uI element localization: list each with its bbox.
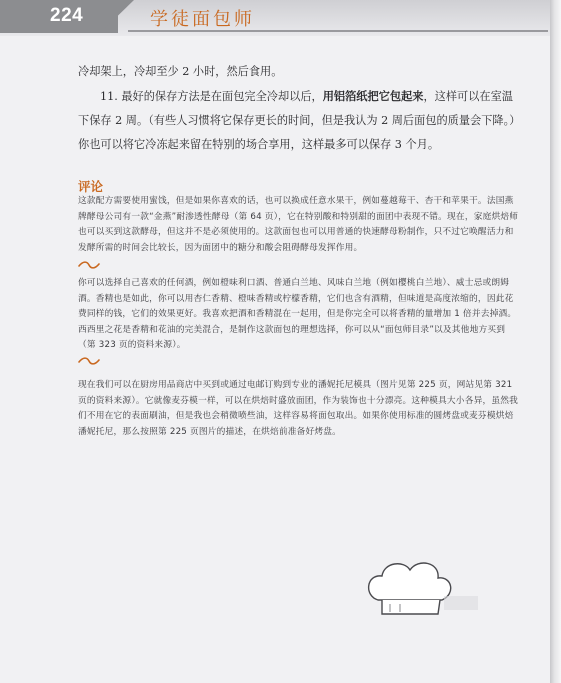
step-11-paragraph xyxy=(78,84,518,157)
chef-hat-icon xyxy=(360,556,480,620)
comment-paragraph-3: 现在我们可以在厨房用品商店中买到或通过电邮订购到专业的潘妮托尼模具（图片见第 225 页，网站见第 321 页的资料来源）。它就像麦芬模一样，可以在烘焙时盛放面团，作为装饰也十分漂亮。这种模具大小各异，虽然我们不用在它的表面刷油，但是我也会稍微喷些油，这样容易将面包取出。如果你使用标准的圆烤盘或麦芬模烘焙潘妮托尼，那么按照第 225 页图片的描述，在烘焙前准备好烤盘。 xyxy=(78,380,519,437)
page-number: 224 xyxy=(50,5,84,26)
step-11-lead: 11. 最好的保存方法是在面包完全冷却以后， xyxy=(100,90,323,103)
page-edge xyxy=(550,0,561,683)
book-title: 学徒面包师 xyxy=(150,9,255,30)
tilde-divider-icon xyxy=(78,260,100,270)
continuation-paragraph: 冷却架上，冷却至少 2 小时，然后食用。 xyxy=(78,65,283,78)
step-11-rest: ，这样可以在室温下保存 2 周。（有些人习惯将它保存更长的时间，但是我认为 2 周后面包的质量会下降。）你也可以将它冷冻起来留在特别的场合享用，这样最多可以保存 3 个月。 xyxy=(78,90,515,151)
comment-paragraph-2: 你可以选择自己喜欢的任何酒，例如橙味利口酒、普通白兰地、风味白兰地（例如樱桃白兰地）、威士忌或朗姆酒。香精也是如此，你可以用杏仁香精、橙味香精或柠檬香精，它们也含有酒精，但味道是高度浓缩的，因此花费同样的钱，它们的效果更好。我喜欢把酒和香精混在一起用，但是你完全可以将香精的量增加 1 倍并去掉酒。西西里之花是香精和花油的完美混合，是制作这款面包的理想选择，你可以从“面包师目录”以及其他地方买到（第 323 页的资料来源）。 xyxy=(78,278,517,350)
comment-heading: 评论 xyxy=(78,179,104,194)
page-number-tab-edge xyxy=(100,0,134,33)
comment-paragraph-1: 这款配方需要使用蜜饯，但是如果你喜欢的话，也可以换成任意水果干，例如蔓越莓干、杏干和苹果干。法国燕牌酵母公司有一款“金燕”耐渗透性酵母（第 64 页），它在特别酸和特别甜的面团中表现不错。现在，家庭烘焙师也可以买到这款酵母，但这并不是必须使用的。这款面包也可以用普通的快速酵母粉制作，只不过它唤醒活力和发酵所需的时间会比较长，因为面团中的糖分和酸会阻碍酵母发挥作用。 xyxy=(78,196,519,253)
step-11-bold: 用铝箔纸把它包起来 xyxy=(322,89,424,103)
tilde-divider-icon xyxy=(78,356,100,366)
